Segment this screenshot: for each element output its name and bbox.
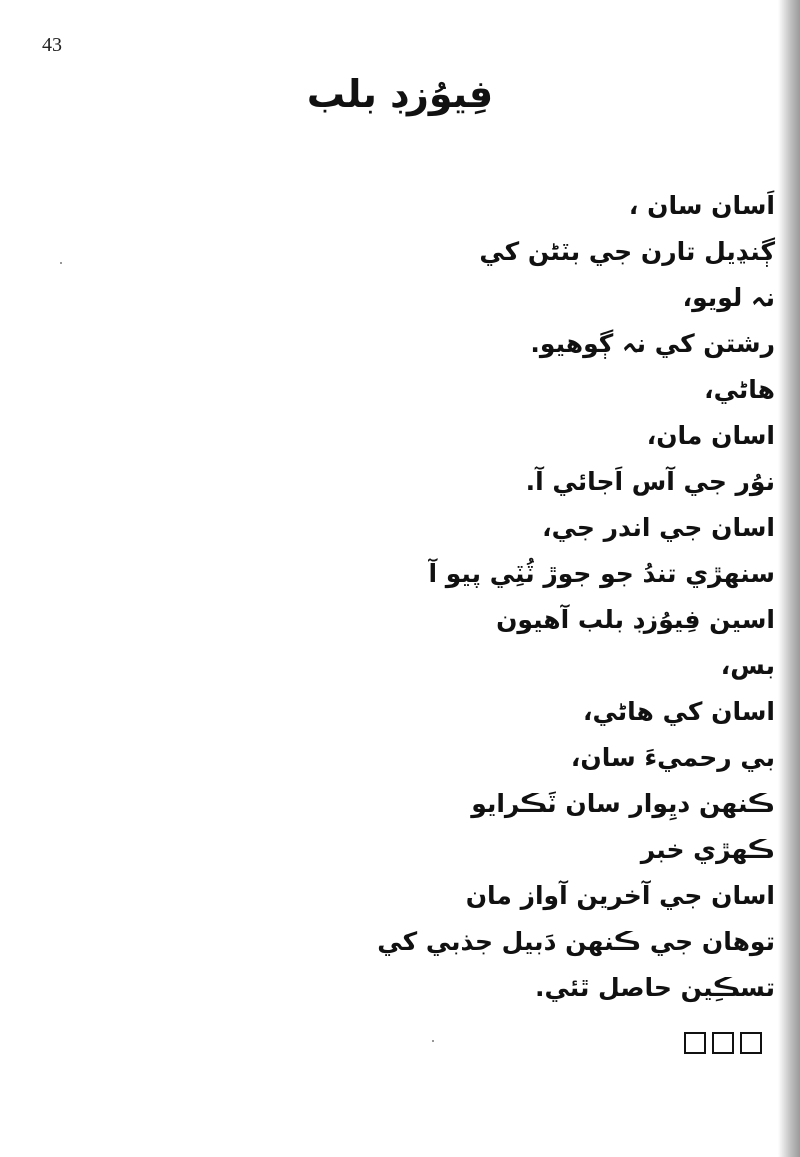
scan-speck [60,262,62,264]
poem-line: اسان مان، [646,421,775,450]
poem-line: ڳنڍيل تارن جي بٽڻن کي [479,237,775,266]
poem-line: بي رحميءَ سان، [570,743,775,772]
poem-line: اسان کي هاڻي، [582,697,775,726]
end-of-poem-marks [684,1032,762,1054]
poem-line: بس، [720,651,775,680]
poem-line: اسين فِيوُزڊ بلب آهيون [496,605,775,634]
end-box-icon [712,1032,734,1054]
page-edge-shadow [778,0,800,1157]
poem-line: ڪهڙي خبر [640,835,775,864]
poem-line: سنهڙي تندُ جو جوڙ ٽُٽِي پيو آ [428,559,775,588]
poem-line: توهان جي ڪنهن دَبيل جذبي کي [377,927,775,956]
scan-speck [432,1040,434,1042]
poem-title: فِيوُزڊ بلب [306,72,494,116]
poem-line: رشتن کي نہ ڳوهيو. [530,329,775,358]
page-number: 43 [42,34,62,56]
poem-line: نہ لويو، [682,283,775,312]
poem-line: تسڪِين حاصل ٿئي. [534,973,775,1002]
poem-body [75,183,775,1011]
poem-line: ڪنهن ديِوار سان ٽَڪرايو [471,789,775,818]
poem-line: اسان جي اندر جي، [542,513,775,542]
poem-line: اَسان سان ، [628,191,775,220]
poem-line: اسان جي آخرين آواز مان [465,881,775,910]
poem-line: نوُر جي آس اَجائي آ. [525,467,775,496]
end-box-icon [740,1032,762,1054]
end-box-icon [684,1032,706,1054]
poem-line: هاڻي، [704,375,775,404]
